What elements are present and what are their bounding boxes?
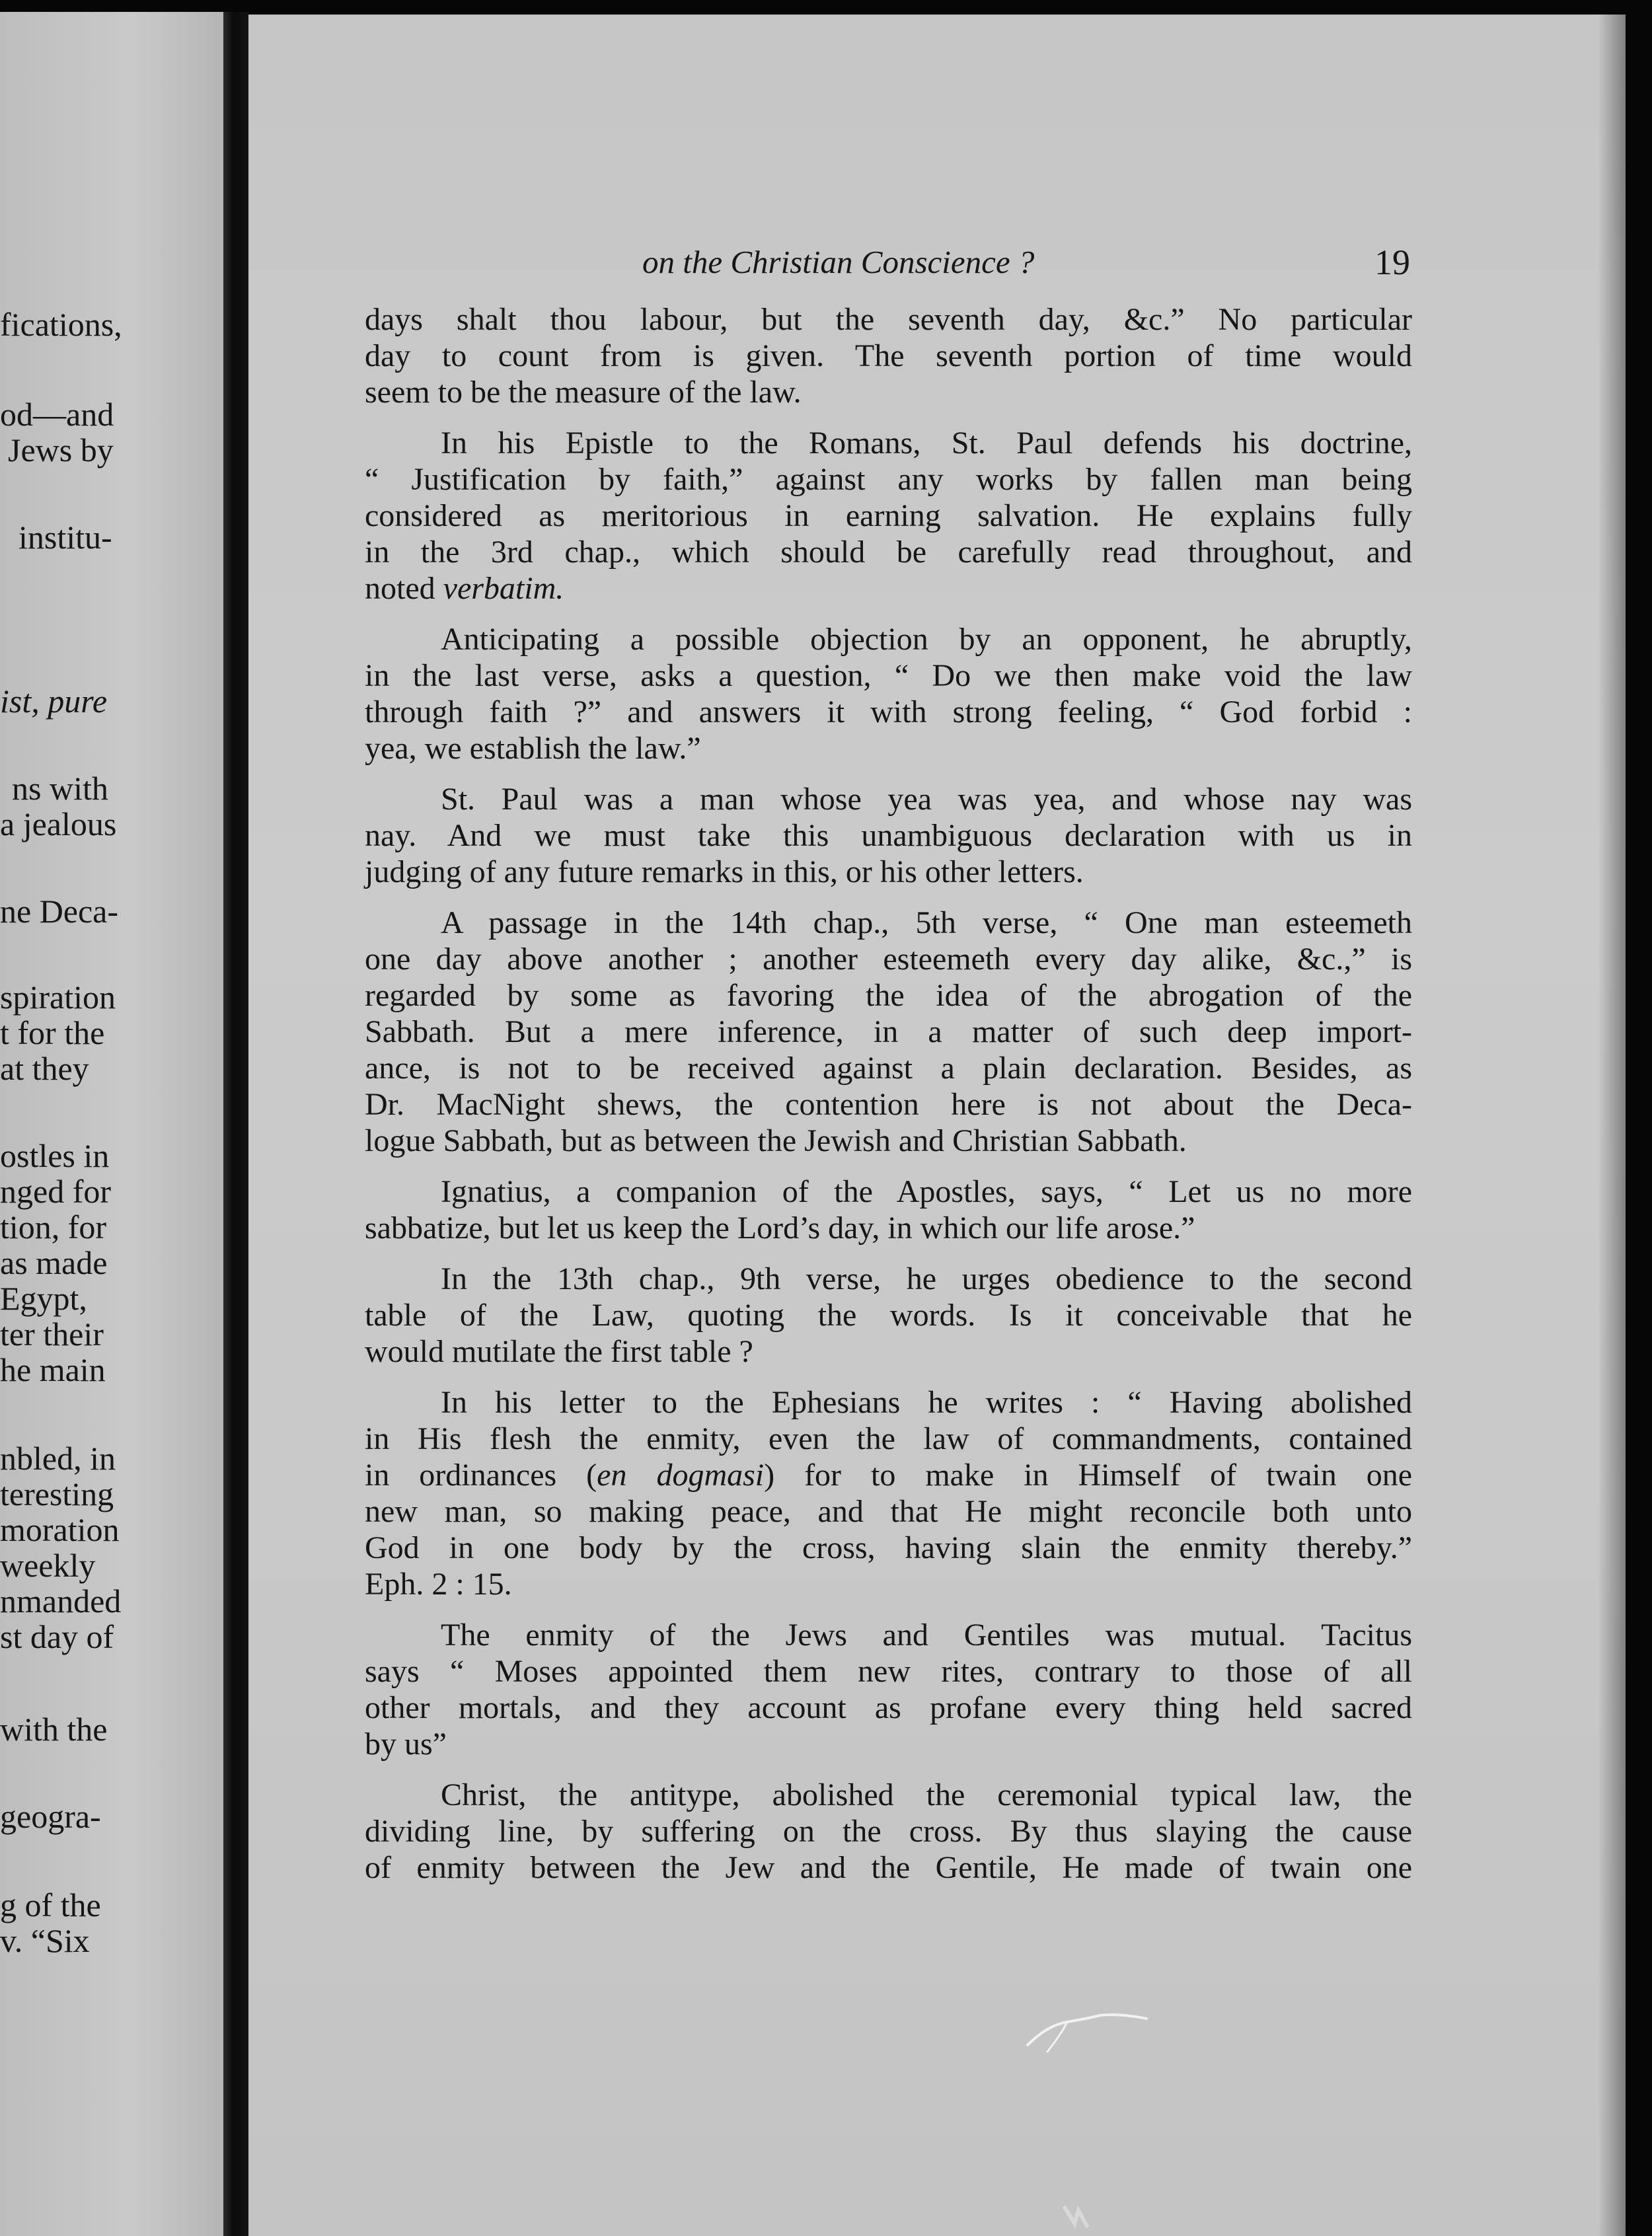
left-page-line: institu- [19, 519, 112, 556]
left-page-line: Egypt, [0, 1280, 87, 1317]
text-line: new man, so making peace, and that He might reconcile both unto [365, 1494, 1412, 1529]
left-page-line: spiration [0, 979, 116, 1016]
left-page-line: tion, for [0, 1209, 107, 1246]
left-page-line: g of the [0, 1886, 101, 1923]
scan-artifact-mark [1061, 2204, 1090, 2230]
text-run: noted [365, 571, 443, 606]
paragraph [365, 621, 1412, 766]
text-line: of enmity between the Jew and the Gentile, He made of twain one [365, 1850, 1412, 1885]
left-page-line: ns with [12, 770, 108, 807]
paragraph [365, 1261, 1412, 1370]
text-line: The enmity of the Jews and Gentiles was mutual. Tacitus [441, 1618, 1412, 1653]
paragraph [365, 1777, 1412, 1886]
text-line: in His flesh the enmity, even the law of commandments, contained [365, 1421, 1412, 1456]
text-line: considered as meritorious in earning salvation. He explains fully [365, 498, 1412, 533]
left-page-line: st day of [0, 1618, 114, 1655]
pencil-mark [1021, 1999, 1153, 2058]
text-line: Christ, the antitype, abolished the ceremonial typical law, the [441, 1777, 1412, 1812]
text-line: one day above another ; another esteemeth every day alike, &c.,” is [365, 942, 1412, 977]
paragraph [365, 781, 1412, 890]
text-line: Eph. 2 : 15. [365, 1567, 512, 1602]
scan-right-border [1626, 0, 1652, 2236]
text-line: In his letter to the Ephesians he writes : “ Having abolished [441, 1385, 1412, 1420]
page-number: 19 [1374, 242, 1410, 282]
running-head: on the Christian Conscience ? [642, 244, 1035, 280]
text-line: dividing line, by suffering on the cross. By thus slaying the cause [365, 1814, 1412, 1849]
left-page-line: moration [0, 1511, 120, 1548]
paragraph [365, 1384, 1412, 1602]
text-line: In his Epistle to the Romans, St. Paul defends his doctrine, [441, 426, 1412, 461]
left-page-line: ter their [0, 1316, 104, 1353]
text-line: Ignatius, a companion of the Apostles, says, “ Let us no more [441, 1174, 1412, 1209]
left-page-line: od—and [0, 396, 114, 433]
paragraph [365, 1617, 1412, 1762]
text-line [365, 570, 1412, 607]
paragraph [365, 301, 1412, 410]
left-page-line: at they [0, 1050, 89, 1087]
left-page-line: nged for [0, 1173, 111, 1210]
text-line: through faith ?” and answers it with strong feeling, “ God forbid : [365, 694, 1412, 729]
text-line: day to count from is given. The seventh portion of time would [365, 338, 1412, 373]
text-line: judging of any future remarks in this, or his other letters. [365, 854, 1084, 889]
text-line: Sabbath. But a mere inference, in a matter of such deep import- [365, 1014, 1412, 1049]
text-line: says “ Moses appointed them new rites, contrary to those of all [365, 1654, 1412, 1689]
text-line: days shalt thou labour, but the seventh day, &c.” No particular [365, 302, 1412, 337]
facing-page-left [0, 12, 223, 2236]
text-line: St. Paul was a man whose yea was yea, and whose nay was [441, 782, 1412, 817]
text-run: ) for to make in Himself of twain one [764, 1458, 1413, 1493]
left-page-line: teresting [0, 1475, 114, 1512]
text-line: table of the Law, quoting the words. Is it conceivable that he [365, 1298, 1412, 1333]
left-page-line: he main [0, 1351, 106, 1388]
text-line: Dr. MacNight shews, the contention here is not about the Deca- [365, 1087, 1412, 1122]
text-line: In the 13th chap., 9th verse, he urges obedience to the second [441, 1261, 1412, 1296]
left-page-line: ne Deca- [0, 893, 119, 930]
scan-top-border [0, 0, 1652, 13]
left-page-line: as made [0, 1244, 108, 1281]
text-line: “ Justification by faith,” against any works by fallen man being [365, 462, 1412, 497]
italic-text: en dogmasi [597, 1458, 765, 1493]
paragraph [365, 905, 1412, 1159]
paragraph [365, 1174, 1412, 1246]
left-page-line: weekly [0, 1547, 96, 1584]
text-line: regarded by some as favoring the idea of the abrogation of the [365, 978, 1412, 1013]
left-page-line: a jealous [0, 805, 117, 842]
left-page-line: ostles in [0, 1137, 110, 1174]
italic-text: verbatim. [443, 571, 564, 606]
paragraph [365, 425, 1412, 607]
text-line: yea, we establish the law.” [365, 731, 701, 766]
text-line: God in one body by the cross, having slain the enmity thereby.” [365, 1530, 1412, 1565]
text-line: sabbatize, but let us keep the Lord’s day, in which our life arose.” [365, 1211, 1195, 1246]
left-page-line: Jews by [8, 431, 114, 468]
text-line: nay. And we must take this unambiguous declaration with us in [365, 818, 1412, 853]
left-page-line: ist, pure [0, 683, 108, 720]
text-line: would mutilate the first table ? [365, 1334, 753, 1369]
left-page-line: geogra- [0, 1798, 101, 1835]
text-line: ance, is not to be received against a plain declaration. Besides, as [365, 1051, 1412, 1086]
text-line [365, 1457, 1412, 1493]
text-line: Anticipating a possible objection by an opponent, he abruptly, [441, 622, 1412, 657]
left-page-line: t for the [0, 1014, 105, 1051]
left-page-line: nmanded [0, 1583, 122, 1620]
text-line: in the last verse, asks a question, “ Do we then make void the law [365, 658, 1412, 693]
book-gutter [223, 12, 248, 2236]
text-run: in ordinances ( [365, 1458, 597, 1493]
text-line: by us” [365, 1727, 447, 1762]
left-page-line: with the [0, 1711, 108, 1748]
text-line: seem to be the measure of the law. [365, 375, 802, 410]
body-text [365, 301, 1412, 1900]
left-page-line: fications, [0, 306, 122, 343]
text-line: A passage in the 14th chap., 5th verse, “ One man esteemeth [441, 905, 1412, 940]
page-edge-shadow [1598, 15, 1626, 2236]
left-page-line: nbled, in [0, 1440, 116, 1477]
text-line: logue Sabbath, but as between the Jewish and Christian Sabbath. [365, 1123, 1187, 1158]
text-line: other mortals, and they account as profane every thing held sacred [365, 1690, 1412, 1725]
left-page-line: v. “Six [0, 1922, 90, 1959]
text-line: in the 3rd chap., which should be carefully read throughout, and [365, 535, 1412, 570]
